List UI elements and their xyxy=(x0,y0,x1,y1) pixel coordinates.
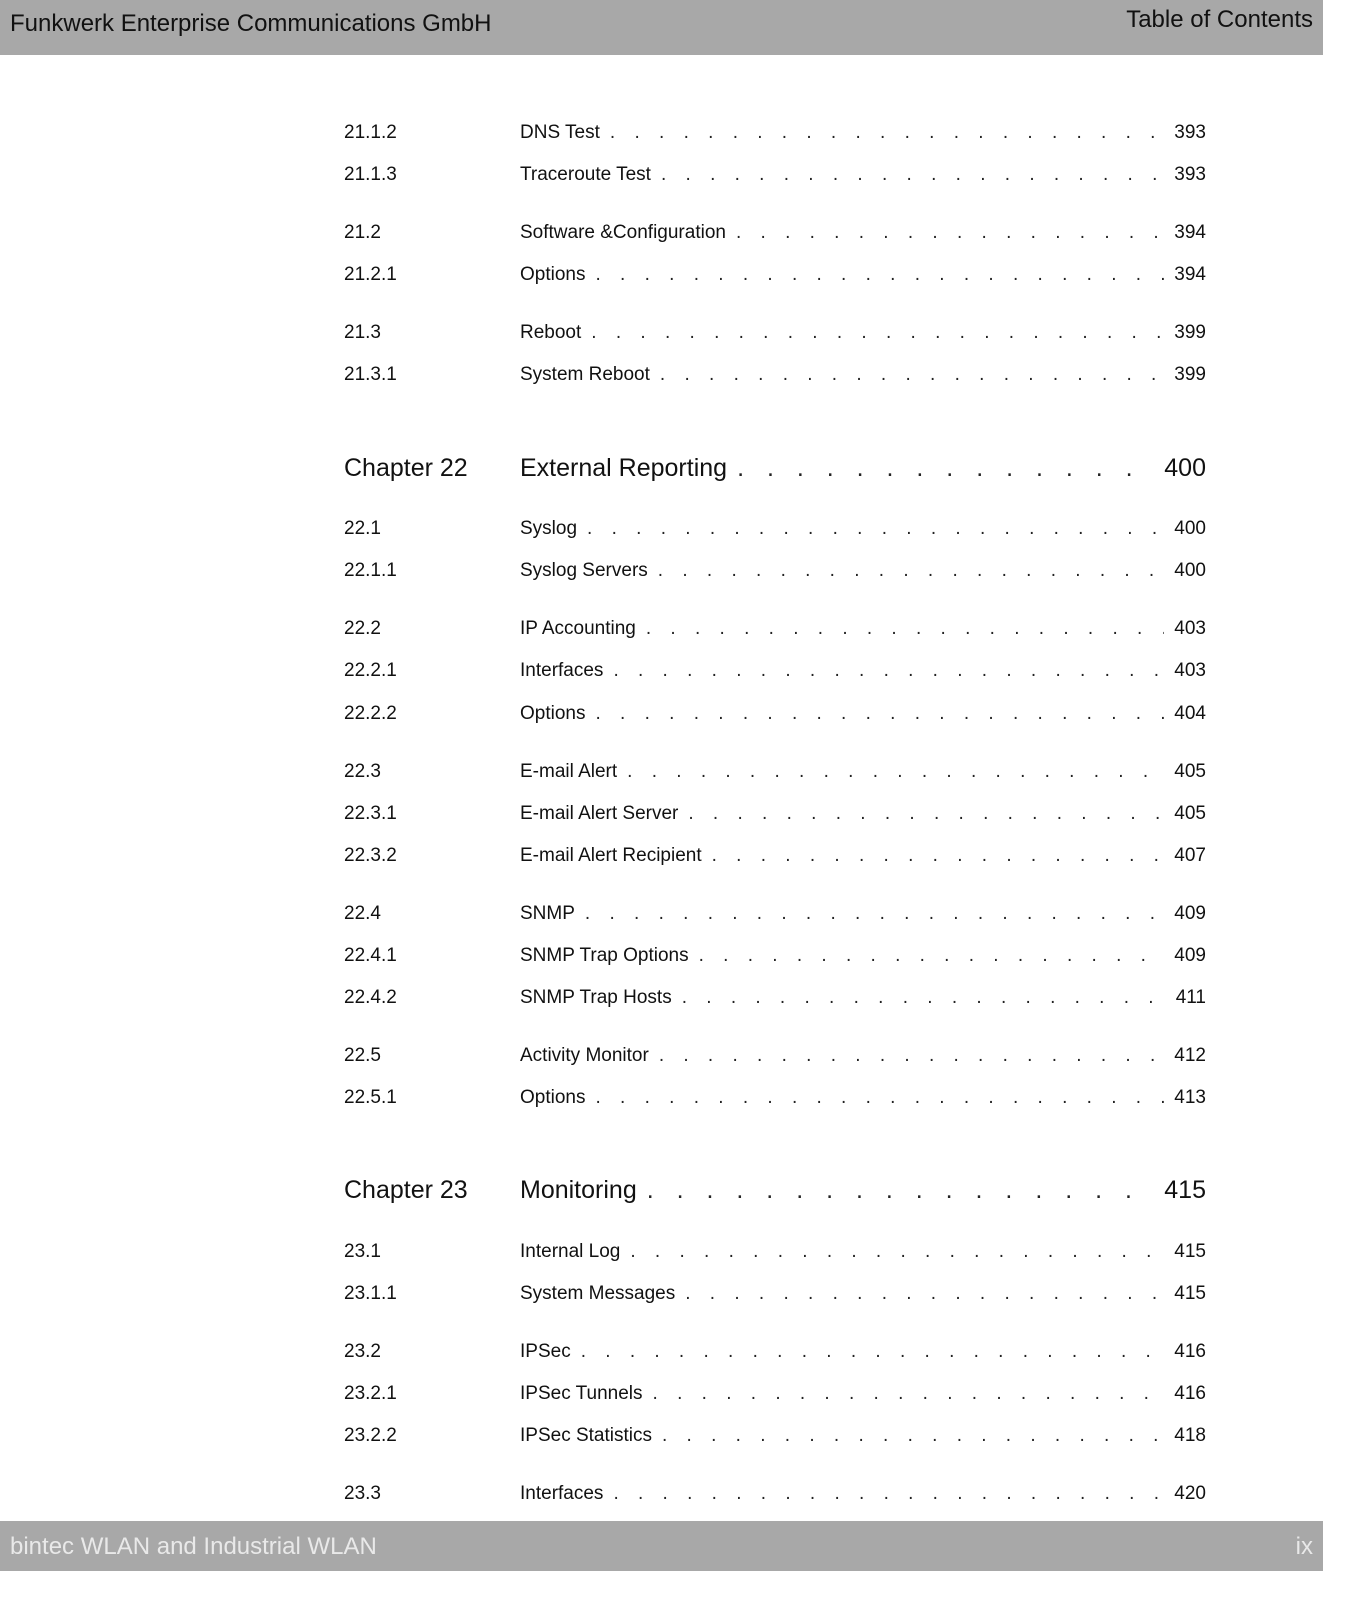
toc-entry-title: Options xyxy=(520,264,586,285)
toc-entry-page: 403 xyxy=(1174,660,1206,681)
toc-leader-dots xyxy=(662,1425,1164,1447)
toc-entry-title: SNMP Trap Hosts xyxy=(520,987,672,1008)
toc-entry-page: 399 xyxy=(1174,364,1206,385)
toc-entry-number: 22.3.1 xyxy=(344,803,397,824)
toc-entry[interactable] xyxy=(344,703,1206,733)
toc-entry[interactable] xyxy=(344,1283,1206,1313)
toc-entry-title: Syslog Servers xyxy=(520,560,648,581)
toc-entry[interactable] xyxy=(344,1087,1206,1117)
toc-leader-dots xyxy=(660,364,1164,386)
toc-entry[interactable] xyxy=(344,1341,1206,1371)
toc-leader-dots xyxy=(610,122,1164,144)
toc-leader-dots xyxy=(653,1383,1165,1405)
toc-entry-number: 22.4.2 xyxy=(344,987,397,1008)
footer-product-name: bintec WLAN and Industrial WLAN xyxy=(10,1533,377,1560)
toc-entry-title: E-mail Alert Server xyxy=(520,803,679,824)
toc-entry-number: 21.1.2 xyxy=(344,122,397,143)
toc-entry-number: 22.1.1 xyxy=(344,560,397,581)
toc-entry[interactable] xyxy=(344,845,1206,875)
toc-entry[interactable] xyxy=(344,364,1206,394)
toc-entry-page: 403 xyxy=(1174,618,1206,639)
toc-entry[interactable] xyxy=(344,518,1206,548)
toc-entry-title: Options xyxy=(520,703,586,724)
toc-entry-number: 22.4 xyxy=(344,903,381,924)
toc-leader-dots xyxy=(659,1045,1164,1067)
toc-entry-title: IP Accounting xyxy=(520,618,636,639)
toc-entry-page: 400 xyxy=(1174,560,1206,581)
toc-entry-page: 405 xyxy=(1174,803,1206,824)
toc-entry[interactable] xyxy=(344,1425,1206,1455)
toc-entry-title: Syslog xyxy=(520,518,578,539)
toc-leader-dots xyxy=(661,164,1164,186)
page-footer xyxy=(0,1521,1323,1571)
toc-entry-page: 411 xyxy=(1175,987,1206,1008)
toc-entry-number: 23.3 xyxy=(344,1483,381,1504)
toc-entry[interactable] xyxy=(344,1383,1206,1413)
toc-entry-number: 21.2 xyxy=(344,222,381,243)
toc-leader-dots xyxy=(737,454,1154,483)
footer-page-number: ix xyxy=(1295,1533,1313,1560)
toc-leader-dots xyxy=(682,987,1166,1009)
toc-entry-title: Software &Configuration xyxy=(520,222,726,243)
toc-entry-number: 21.1.3 xyxy=(344,164,397,185)
toc-entry-number: 23.1 xyxy=(344,1241,381,1262)
toc-chapter-title: Monitoring xyxy=(520,1176,637,1204)
toc-entry-page: 412 xyxy=(1174,1045,1206,1066)
toc-entry[interactable] xyxy=(344,803,1206,833)
toc-chapter-number: Chapter 23 xyxy=(344,1176,468,1204)
toc-entry-title: Interfaces xyxy=(520,660,604,681)
toc-entry-page: 416 xyxy=(1174,1383,1206,1404)
toc-entry-page: 409 xyxy=(1174,903,1206,924)
toc-entry-title: System Reboot xyxy=(520,364,650,385)
toc-entry[interactable] xyxy=(344,164,1206,194)
toc-entry-title: DNS Test xyxy=(520,122,600,143)
toc-entry[interactable] xyxy=(344,122,1206,152)
toc-entry-title: Activity Monitor xyxy=(520,1045,649,1066)
toc-leader-dots xyxy=(595,703,1164,725)
toc-entry-title: IPSec Statistics xyxy=(520,1425,652,1446)
toc-entry[interactable] xyxy=(344,618,1206,648)
toc-entry-number: 22.4.1 xyxy=(344,945,397,966)
toc-chapter-number: Chapter 22 xyxy=(344,454,468,482)
toc-leader-dots xyxy=(630,1241,1164,1263)
toc-entry-title: Interfaces xyxy=(520,1483,604,1504)
toc-entry-title: Traceroute Test xyxy=(520,164,651,185)
toc-entry-number: 22.5 xyxy=(344,1045,381,1066)
toc-entry-number: 21.3.1 xyxy=(344,364,397,385)
toc-leader-dots xyxy=(585,903,1164,925)
toc-entry-number: 23.2.1 xyxy=(344,1383,397,1404)
page-header xyxy=(0,0,1323,55)
toc-entry[interactable] xyxy=(344,222,1206,252)
toc-entry-number: 22.1 xyxy=(344,518,381,539)
toc-entry[interactable] xyxy=(344,1241,1206,1271)
toc-entry-number: 22.5.1 xyxy=(344,1087,397,1108)
toc-entry-page: 409 xyxy=(1174,945,1206,966)
toc-entry-page: 400 xyxy=(1174,518,1206,539)
toc-entry-title: SNMP xyxy=(520,903,575,924)
toc-entry[interactable] xyxy=(344,560,1206,590)
toc-leader-dots xyxy=(627,761,1164,783)
toc-leader-dots xyxy=(647,1176,1155,1205)
toc-entry-title: Reboot xyxy=(520,322,582,343)
toc-leader-dots xyxy=(712,845,1165,867)
header-company: Funkwerk Enterprise Communications GmbH xyxy=(10,10,492,37)
toc-entry-page: 393 xyxy=(1174,164,1206,185)
toc-leader-dots xyxy=(685,1283,1164,1305)
toc-leader-dots xyxy=(595,264,1164,286)
toc-entry-page: 404 xyxy=(1174,703,1206,724)
toc-entry-number: 22.2 xyxy=(344,618,381,639)
toc-entry-number: 21.2.1 xyxy=(344,264,397,285)
toc-entry-page: 407 xyxy=(1174,845,1206,866)
toc-entry-title: System Messages xyxy=(520,1283,676,1304)
toc-leader-dots xyxy=(581,1341,1165,1363)
toc-entry[interactable] xyxy=(344,761,1206,791)
toc-entry-title: SNMP Trap Options xyxy=(520,945,689,966)
toc-entry[interactable] xyxy=(344,660,1206,690)
toc-entry-number: 22.2.2 xyxy=(344,703,397,724)
toc-leader-dots xyxy=(646,618,1164,640)
toc-entry-title: IPSec xyxy=(520,1341,571,1362)
toc-entry[interactable] xyxy=(344,1483,1206,1513)
toc-entry-page: 416 xyxy=(1174,1341,1206,1362)
toc-entry[interactable] xyxy=(344,264,1206,294)
toc-entry-title: E-mail Alert Recipient xyxy=(520,845,702,866)
toc-entry-title: Options xyxy=(520,1087,586,1108)
toc-entry-page: 415 xyxy=(1174,1241,1206,1262)
toc-chapter-page: 400 xyxy=(1164,454,1206,482)
toc-entry-page: 394 xyxy=(1174,222,1206,243)
toc-entry-page: 418 xyxy=(1174,1425,1206,1446)
toc-entry-number: 22.3.2 xyxy=(344,845,397,866)
toc-entry[interactable] xyxy=(344,1045,1206,1075)
toc-leader-dots xyxy=(688,803,1164,825)
toc-entry-page: 394 xyxy=(1174,264,1206,285)
toc-entry-page: 413 xyxy=(1174,1087,1206,1108)
toc-entry-title: IPSec Tunnels xyxy=(520,1383,643,1404)
toc-leader-dots xyxy=(587,518,1164,540)
toc-entry-page: 399 xyxy=(1174,322,1206,343)
toc-entry[interactable] xyxy=(344,903,1206,933)
toc-entry-page: 405 xyxy=(1174,761,1206,782)
toc-entry-page: 420 xyxy=(1174,1483,1206,1504)
toc-leader-dots xyxy=(736,222,1164,244)
toc-entry-number: 23.2 xyxy=(344,1341,381,1362)
toc-chapter-title: External Reporting xyxy=(520,454,728,482)
toc-chapter-entry[interactable] xyxy=(344,1176,1206,1212)
toc-entry-number: 23.1.1 xyxy=(344,1283,397,1304)
toc-leader-dots xyxy=(595,1087,1164,1109)
toc-entry[interactable] xyxy=(344,322,1206,352)
toc-entry[interactable] xyxy=(344,945,1206,975)
toc-entry-title: Internal Log xyxy=(520,1241,621,1262)
toc-entry-number: 21.3 xyxy=(344,322,381,343)
toc-entry-number: 22.2.1 xyxy=(344,660,397,681)
toc-entry-title: E-mail Alert xyxy=(520,761,618,782)
toc-entry[interactable] xyxy=(344,987,1206,1017)
toc-leader-dots xyxy=(699,945,1165,967)
toc-leader-dots xyxy=(613,1483,1164,1505)
toc-entry-page: 393 xyxy=(1174,122,1206,143)
toc-leader-dots xyxy=(591,322,1164,344)
toc-chapter-entry[interactable] xyxy=(344,454,1206,490)
toc-entry-page: 415 xyxy=(1174,1283,1206,1304)
toc-leader-dots xyxy=(658,560,1165,582)
toc-entry-number: 23.2.2 xyxy=(344,1425,397,1446)
toc-chapter-page: 415 xyxy=(1164,1176,1206,1204)
toc-entry-number: 22.3 xyxy=(344,761,381,782)
toc-leader-dots xyxy=(613,660,1164,682)
header-section-title: Table of Contents xyxy=(1126,6,1313,33)
